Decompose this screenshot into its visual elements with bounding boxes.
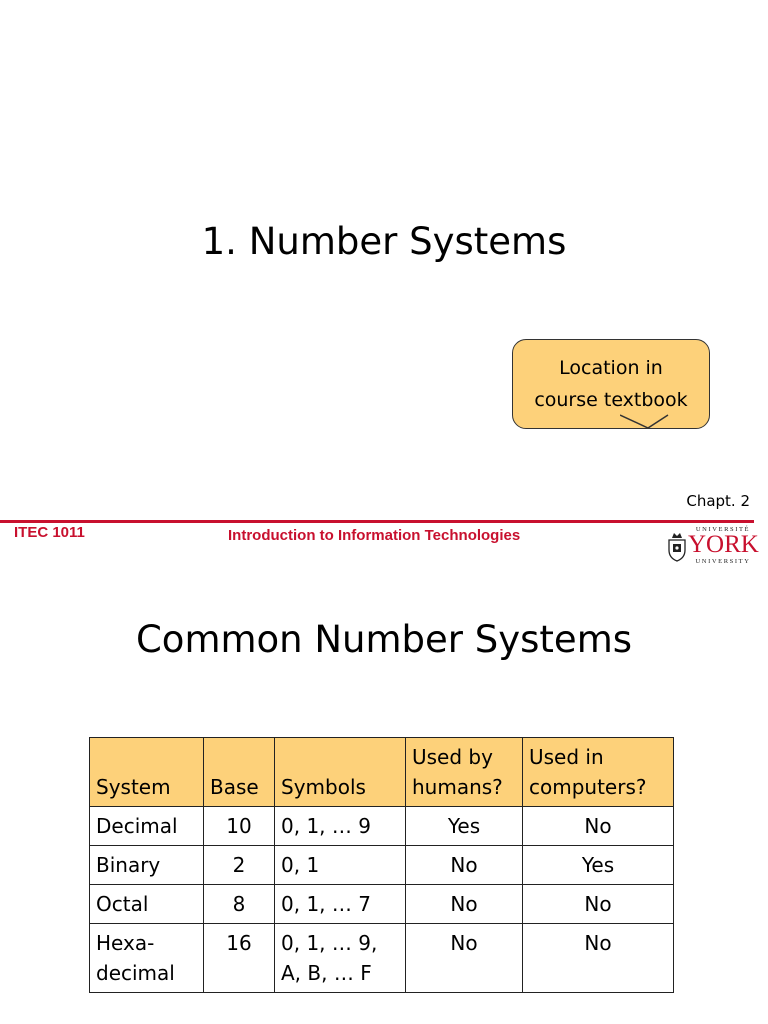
cell-base: 8 bbox=[204, 885, 275, 924]
cell-symbols: 0, 1, … 7 bbox=[275, 885, 406, 924]
cell-system bbox=[90, 924, 204, 993]
cell-humans: No bbox=[406, 924, 523, 993]
callout-line-1: Location in bbox=[559, 357, 663, 379]
cell-base: 16 bbox=[204, 924, 275, 993]
course-name: Introduction to Information Technologies bbox=[228, 527, 521, 544]
york-university-logo bbox=[664, 524, 758, 568]
table-row bbox=[90, 807, 674, 846]
cell-system-line-1: Hexa- bbox=[96, 931, 155, 955]
cell-symbols: 0, 1, … 9 bbox=[275, 807, 406, 846]
cell-humans: No bbox=[406, 846, 523, 885]
logo-bottom-text: UNIVERSITY bbox=[695, 558, 751, 565]
table-row bbox=[90, 846, 674, 885]
footer-divider bbox=[0, 520, 754, 523]
cell-humans: Yes bbox=[406, 807, 523, 846]
cell-computers: No bbox=[523, 885, 674, 924]
header-used-in-computers bbox=[523, 738, 674, 807]
callout-line-2: course textbook bbox=[534, 389, 688, 411]
cell-symbols bbox=[275, 924, 406, 993]
logo-wordmark: YORK bbox=[688, 531, 759, 558]
header-used-by-humans bbox=[406, 738, 523, 807]
number-systems-table bbox=[89, 737, 674, 993]
cell-symbols-line-1: 0, 1, … 9, bbox=[281, 931, 378, 955]
crest-icon bbox=[666, 530, 688, 562]
slide-title-number-systems: Common Number Systems bbox=[135, 618, 633, 661]
header-system: System bbox=[90, 738, 204, 807]
table-header-row bbox=[90, 738, 674, 807]
cell-system: Binary bbox=[90, 846, 204, 885]
header-computers-line-2: computers? bbox=[529, 775, 647, 799]
callout-pointer bbox=[620, 414, 690, 434]
cell-humans: No bbox=[406, 885, 523, 924]
table-row bbox=[90, 924, 674, 993]
table-row bbox=[90, 885, 674, 924]
header-computers-line-1: Used in bbox=[529, 745, 604, 769]
cell-symbols-line-2: A, B, … F bbox=[281, 961, 372, 985]
course-code: ITEC 1011 bbox=[14, 524, 85, 541]
cell-computers: No bbox=[523, 807, 674, 846]
cell-system: Octal bbox=[90, 885, 204, 924]
header-symbols: Symbols bbox=[275, 738, 406, 807]
chapter-reference: Chapt. 2 bbox=[686, 492, 750, 510]
cell-computers: No bbox=[523, 924, 674, 993]
header-humans-line-1: Used by bbox=[412, 745, 493, 769]
logo-top-text: UNIVERSITÉ bbox=[695, 526, 751, 533]
header-base: Base bbox=[204, 738, 275, 807]
header-humans-line-2: humans? bbox=[412, 775, 503, 799]
cell-base: 10 bbox=[204, 807, 275, 846]
cell-computers: Yes bbox=[523, 846, 674, 885]
cell-system: Decimal bbox=[90, 807, 204, 846]
cell-base: 2 bbox=[204, 846, 275, 885]
cell-symbols: 0, 1 bbox=[275, 846, 406, 885]
slide-title: 1. Number Systems bbox=[201, 220, 567, 263]
cell-system-line-2: decimal bbox=[96, 961, 175, 985]
